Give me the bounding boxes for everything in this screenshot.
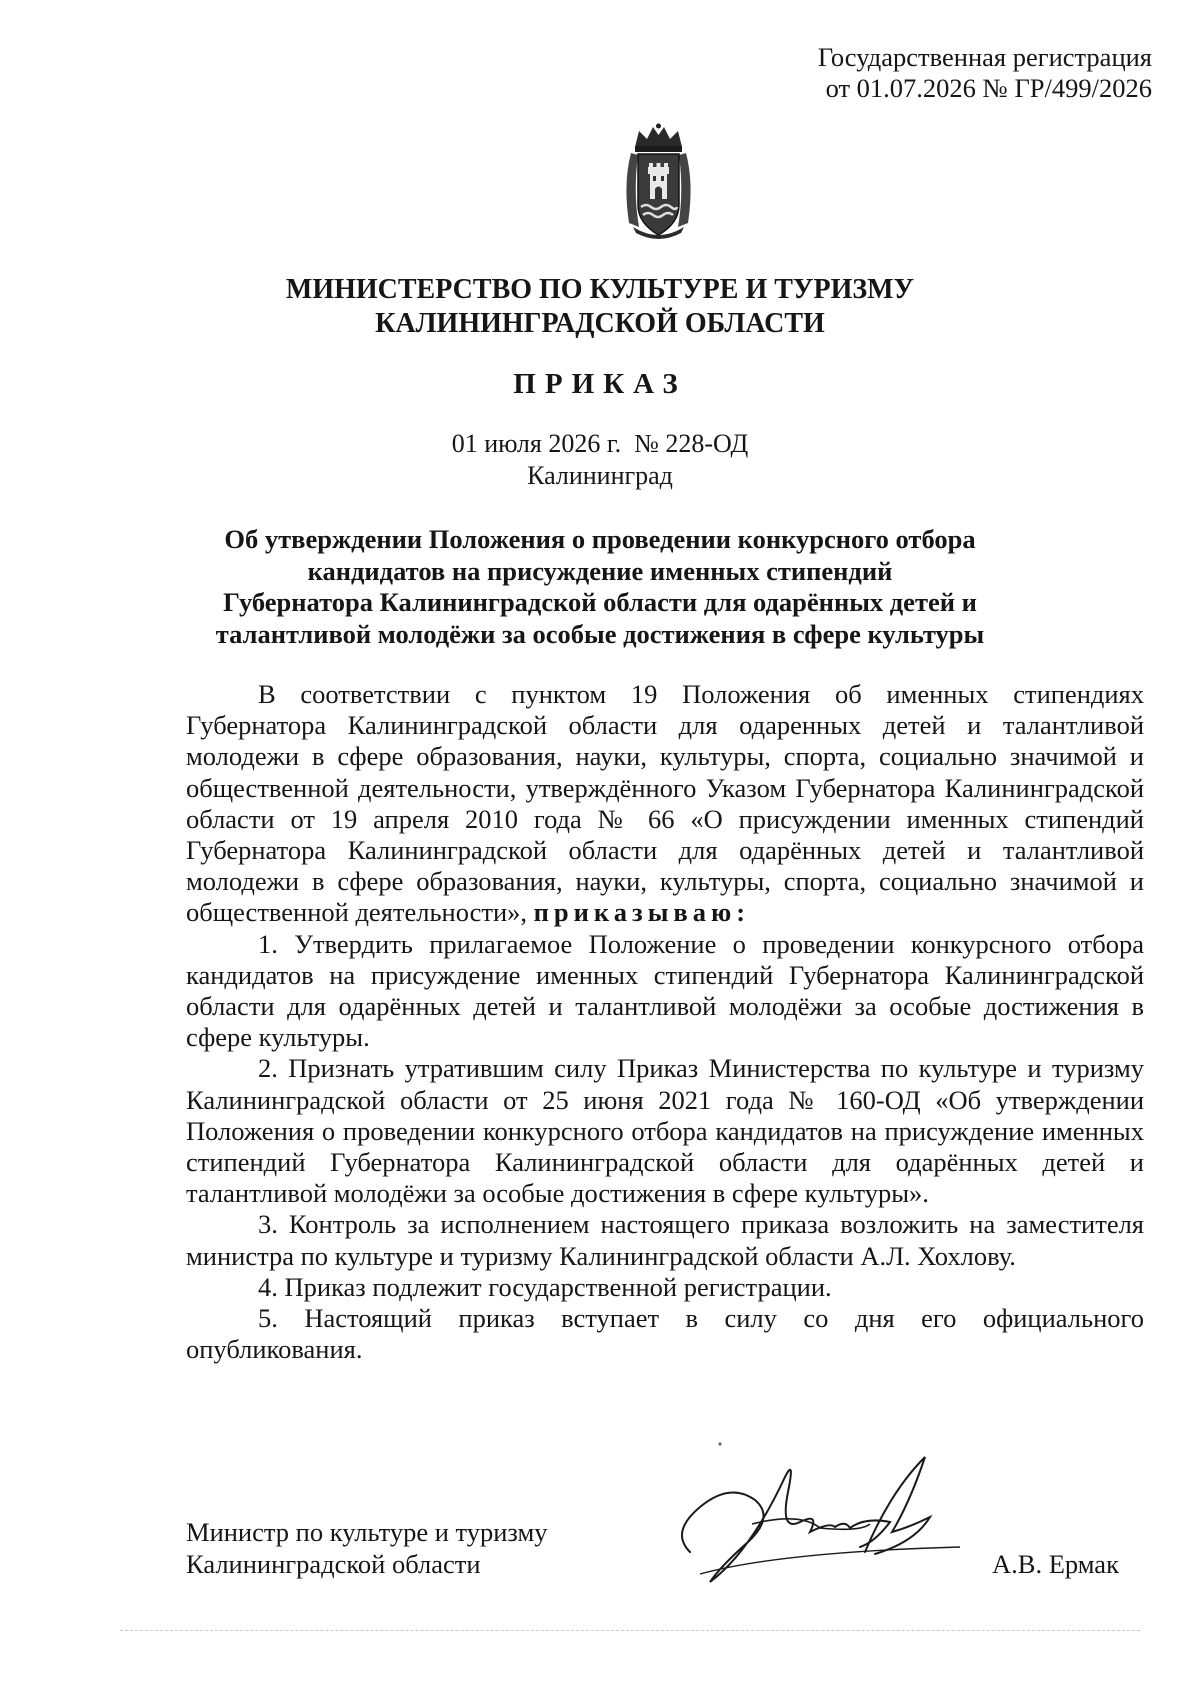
subject-line1: Об утверждении Положения о проведении конкурсного отбора [224, 524, 976, 554]
scan-artifact-line [120, 1630, 1140, 1631]
ministry-name-line2: КАЛИНИНГРАДСКОЙ ОБЛАСТИ [375, 308, 825, 339]
registration-stamp [732, 42, 1152, 104]
coat-of-arms-icon [621, 123, 696, 243]
subject-line4: талантливой молодёжи за особые достижения в сфере культуры [215, 618, 985, 649]
ministry-name-line1: МИНИСТЕРСТВО ПО КУЛЬТУРЕ И ТУРИЗМУ [285, 274, 915, 305]
registration-label: Государственная регистрация [817, 42, 1152, 72]
order-item-3: 3. Контроль за исполнением настоящего приказа возложить на заместителя министра по культуре и туризму Калининградской области А.Л. Хохлову. [186, 1209, 1144, 1271]
order-word: приказываю: [533, 897, 751, 928]
order-body [186, 679, 1144, 1365]
order-subject [0, 524, 1200, 650]
order-item-1: 1. Утвердить прилагаемое Положение о проведении конкурсного отбора кандидатов на присуждение именных стипендий Губернатора Калининградской области для одарённых детей и талантливой молодёжи за особые достижения в сфере культуры. [186, 928, 1144, 1053]
order-date-number: 01 июля 2026 г. № 228-ОД [451, 429, 749, 458]
subject-line3: Губернатора Калининградской области для одарённых детей и [223, 587, 977, 617]
preamble-paragraph [186, 679, 1144, 929]
preamble-text: В соответствии с пунктом 19 Положения об именных стипендиях Губернатора Калининградской области для одаренных детей и талантливой молодежи в сфере образования, науки, культуры, спорта, социально значимой и общественной деятельности, утверждённого Указом Губернатора Калининградской области от 19 апреля 2010 года № 66 «О присуждении именных стипендий Губернатора Калининградской области для одарённых детей и талантливой молодежи в сфере образования, науки, культуры, спорта, социально значимой и общественной деятельности», [186, 679, 1144, 928]
position-line1: Министр по культуре и туризму [186, 1517, 548, 1547]
order-item-5: 5. Настоящий приказ вступает в силу со дня его официального опубликования. [186, 1303, 1144, 1365]
order-item-2: 2. Признать утратившим силу Приказ Министерства по культуре и туризму Калининградской области от 25 июня 2021 года № 160-ОД «Об утверждении Положения о проведении конкурсного отбора кандидатов на присуждение именных стипендий Губернатора Калининградской области для одарённых детей и талантливой молодёжи за особые достижения в сфере культуры». [186, 1053, 1144, 1209]
document-type: ПРИКАЗ [513, 368, 687, 400]
signatory-name: А.В. Ермак [992, 1549, 1119, 1579]
position-line2: Калининградской области [186, 1548, 481, 1579]
ministry-name [0, 273, 1200, 341]
order-city: Калининград [527, 461, 673, 490]
subject-line2: кандидатов на присуждение именных стипендий [307, 555, 893, 586]
order-item-4: 4. Приказ подлежит государственной регистрации. [258, 1271, 832, 1302]
handwritten-signature [660, 1432, 970, 1592]
signatory-position [186, 1517, 548, 1580]
registration-number: от 01.07.2026 № ГР/499/2026 [825, 73, 1152, 103]
